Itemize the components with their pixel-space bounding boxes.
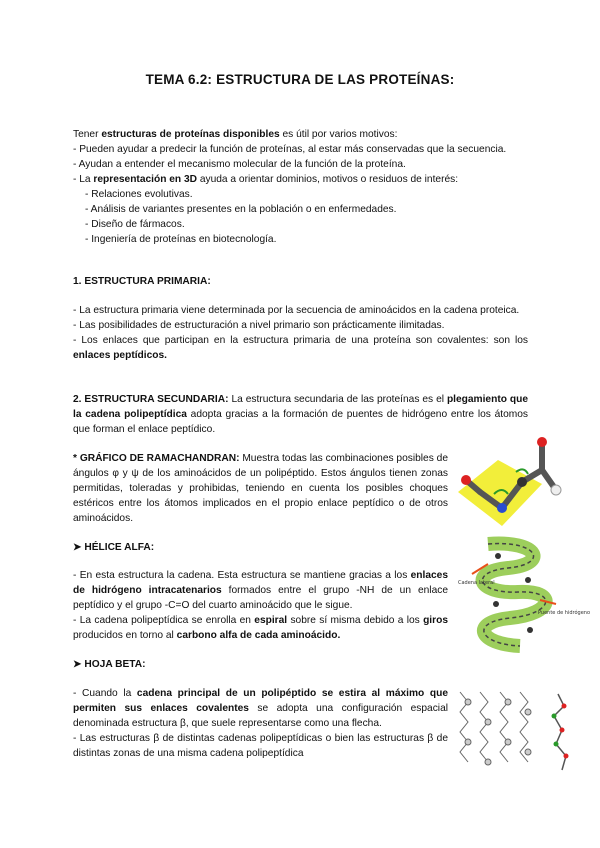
- paragraph: - Las estructuras β de distintas cadenas polipeptídicas o bien las estructuras β de distintas zonas de una misma cadena polipeptídica: [73, 733, 448, 759]
- paragraph: - La estructura primaria viene determinada por la secuencia de aminoácidos en la cadena proteica.: [73, 305, 520, 316]
- section-heading: 1. ESTRUCTURA PRIMARIA:: [73, 276, 211, 287]
- paragraph-text: producidos en torno al: [73, 630, 177, 641]
- paragraph-text: se adopta una configuración espacial denominada estructura β, que suele representarse como una flecha.: [73, 703, 448, 729]
- paragraph-bold: enlaces peptídicos.: [73, 350, 167, 361]
- intro-line-3: - Ayudan a entender el mecanismo molecular de la función de la proteína.: [73, 159, 406, 170]
- paragraph: [73, 686, 448, 731]
- intro-sub-item: - Análisis de variantes presentes en la población o en enfermedades.: [85, 204, 397, 215]
- paragraph-bold: giros: [423, 615, 448, 626]
- helix-ribbon: [483, 544, 546, 646]
- paragraph-bold: espiral: [254, 615, 288, 626]
- subsection-heading: ➤ HÉLICE ALFA:: [73, 542, 155, 553]
- intro-line-4: [73, 172, 528, 187]
- helix-section: [73, 568, 448, 643]
- paragraph: [73, 568, 448, 613]
- paragraph-bold: carbono alfa de cada aminoácido.: [176, 630, 341, 641]
- paragraph: [73, 333, 528, 363]
- paragraph-text: sobre sí misma debido a los: [287, 615, 424, 626]
- paragraph-bold: cadena principal de un polipéptido se estira al máximo que permiten sus enlaces covalentes: [73, 688, 448, 714]
- intro-section: [73, 127, 528, 247]
- beta-sheet-figure: [450, 684, 580, 780]
- paragraph-bold: enlaces de hidrógeno intracatenarios: [73, 570, 448, 596]
- paragraph: [73, 613, 448, 643]
- paragraph-text: - En esta estructura la cadena. Esta estructura se mantiene gracias a los: [73, 570, 411, 581]
- subsection-heading: ➤ HOJA BETA:: [73, 659, 146, 670]
- figure-label: Puente de hidrógeno: [538, 610, 591, 616]
- intro-text: ayuda a orientar dominios, motivos o residuos de interés:: [197, 174, 459, 185]
- intro-line-1: [73, 127, 528, 142]
- figure-label: Cadena lateral: [458, 580, 495, 586]
- paragraph-text: adopta gracias a la formación de puentes de hidrógeno entre los átomos que forman el enlace peptídico.: [73, 409, 528, 435]
- paragraph-text: - Los enlaces que participan en la estructura primaria de una proteína son covalentes: son los: [73, 335, 528, 346]
- intro-text: - La: [73, 174, 94, 185]
- intro-sub-item: - Diseño de fármacos.: [85, 219, 185, 230]
- intro-text: es útil por varios motivos:: [279, 129, 398, 140]
- paragraph-text: Muestra todas las combinaciones posibles de ángulos φ y ψ de los aminoácidos de un polipéptido. Estos ángulos tienen zonas permitidas, toleradas y prohibidas, teniendo en cuenta los posibles choques estéricos entre los átomos implicados en el propio enlace peptídico o de otros aminoácidos.: [73, 453, 448, 524]
- beta-section: [73, 686, 448, 761]
- page-title: TEMA 6.2: ESTRUCTURA DE LAS PROTEÍNAS:: [145, 72, 455, 87]
- section-primary: [73, 274, 528, 289]
- paragraph-text: La estructura secundaria de las proteínas es el: [228, 394, 447, 405]
- paragraph-text: - Cuando la: [73, 688, 137, 699]
- paragraph-text: - La cadena polipeptídica se enrolla en: [73, 615, 255, 626]
- peptide-bond-figure: [450, 430, 570, 530]
- alpha-helix-figure: [458, 534, 591, 656]
- intro-sub-item: - Relaciones evolutivas.: [85, 189, 193, 200]
- intro-text: Tener: [73, 129, 102, 140]
- subsection-heading: * GRÁFICO DE RAMACHANDRAN:: [73, 453, 240, 464]
- intro-bold: estructuras de proteínas disponibles: [101, 129, 280, 140]
- peptide-plane: [458, 460, 542, 526]
- paragraph: [73, 451, 448, 526]
- section-primary-body: [73, 303, 528, 363]
- ramachandran-section: [73, 451, 448, 526]
- intro-bold: representación en 3D: [93, 174, 198, 185]
- paragraph: - Las posibilidades de estructuración a nivel primario son prácticamente ilimitadas.: [73, 320, 445, 331]
- intro-sub-item: - Ingeniería de proteínas en biotecnología.: [85, 234, 277, 245]
- beta-heading-block: [73, 657, 528, 672]
- paragraph-bold: plegamiento que la cadena polipeptídica: [73, 394, 528, 420]
- intro-line-2: - Pueden ayudar a predecir la función de proteínas, al estar más conservadas que la secuencia.: [73, 144, 507, 155]
- section-heading: 2. ESTRUCTURA SECUNDARIA:: [73, 394, 229, 405]
- paragraph-text: formados entre el grupo -NH de un enlace peptídico y el grupo -C=O del cuarto aminoácido que le sigue.: [73, 585, 448, 611]
